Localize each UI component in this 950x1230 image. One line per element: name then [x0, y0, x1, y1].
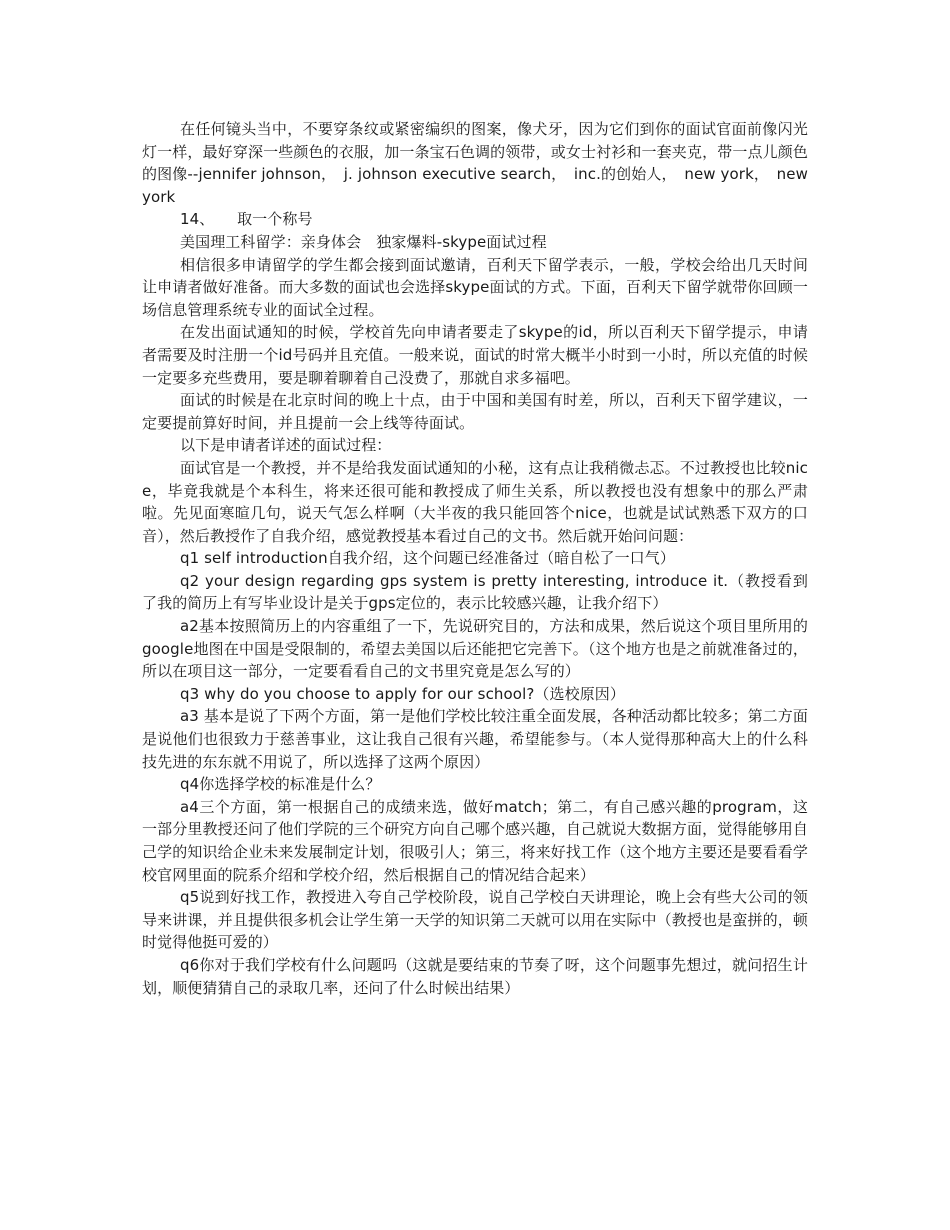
- paragraph-process-lead: 以下是申请者详述的面试过程：: [180, 436, 392, 455]
- answer-4: a4三个方面，第一根据自己的成绩来选，做好match；第二，有自己感兴趣的program，这一部分里教授还问了他们学院的三个研究方向自己哪个感兴趣，自己就说大数据方面，觉得能够用自己学的知识给企业未来发展制定计划，很吸引人；第三，将来好找工作（这个地方主要还是要看看学校官网里面的院系介绍和学校介绍，然后根据自己的情况结合起来）: [142, 797, 808, 884]
- question-2: q2 your design regarding gps system is pretty interesting, introduce it.（教授看到了我的简历上有写毕业设计是关于gps定位的，表示比较感兴趣，让我介绍下）: [142, 571, 808, 613]
- section-heading-14: 14、 取一个称号: [180, 210, 313, 229]
- document-body: [142, 118, 808, 999]
- paragraph-clothing-advice: 在任何镜头当中，不要穿条纹或紧密编织的图案，像犬牙，因为它们到你的面试官面前像闪光灯一样，最好穿深一些颜色的衣服，加一条宝石色调的领带，或女士衬衫和一套夹克，带一点儿颜色的图像--jennifer johnson， j. johnson executive search， inc.的创始人， new york， new york: [142, 120, 808, 206]
- question-5: q5说到好找工作，教授进入夸自己学校阶段，说自己学校白天讲理论，晚上会有些大公司的领导来讲课，并且提供很多机会让学生第一天学的知识第二天就可以用在实际中（教授也是蛮拼的，顿时觉得他挺可爱的）: [142, 888, 808, 952]
- article-title: 美国理工科留学：亲身体会 独家爆料-skype面试过程: [180, 232, 547, 251]
- paragraph-time-difference: 面试的时候是在北京时间的晚上十点，由于中国和美国有时差，所以，百利天下留学建议，一定要提前算好时间，并且提前一会上线等待面试。: [142, 391, 808, 432]
- question-1: q1 self introduction自我介绍，这个问题已经准备过（暗自松了一口气）: [180, 549, 675, 568]
- question-4: q4你选择学校的标准是什么？: [180, 775, 381, 794]
- answer-2: a2基本按照简历上的内容重组了一下，先说研究目的，方法和成果，然后说这个项目里所用的google地图在中国是受限制的，希望去美国以后还能把它完善下。（这个地方也是之前就准备过的，所以在项目这一部分，一定要看看自己的文书里究竟是怎么写的）: [142, 617, 808, 681]
- paragraph-interviewer: 面试官是一个教授，并不是给我发面试通知的小秘，这有点让我稍微忐忑。不过教授也比较nice，毕竟我就是个本科生，将来还很可能和教授成了师生关系，所以教授也没有想象中的那么严肃啦。先见面寒暄几句，说天气怎么样啊（大半夜的我只能回答个nice，也就是试试熟悉下双方的口音），然后教授作了自我介绍，感觉教授基本看过自己的文书。然后就开始问问题：: [142, 458, 808, 545]
- question-3: q3 why do you choose to apply for our school?（选校原因）: [180, 684, 626, 703]
- question-6: q6你对于我们学校有什么问题吗（这就是要结束的节奏了呀，这个问题事先想过，就问招生计划，顺便猜猜自己的录取几率，还问了什么时候出结果）: [142, 955, 808, 997]
- answer-3: a3 基本是说了下两个方面，第一是他们学校比较注重全面发展，各种活动都比较多；第二方面是说他们也很致力于慈善事业，这让我自己很有兴趣，希望能参与。（本人觉得那种高大上的什么科技先进的东东就不用说了，所以选择了这两个原因）: [142, 707, 808, 771]
- paragraph-skype-id: 在发出面试通知的时候，学校首先向申请者要走了skype的id，所以百利天下留学提示，申请者需要及时注册一个id号码并且充值。一般来说，面试的时常大概半小时到一小时，所以充值的时候一定要多充些费用，要是聊着聊着自己没费了，那就自求多福吧。: [142, 323, 808, 387]
- paragraph-intro: 相信很多申请留学的学生都会接到面试邀请，百利天下留学表示，一般，学校会给出几天时间让申请者做好准备。而大多数的面试也会选择skype面试的方式。下面，百利天下留学就带你回顾一场信息管理系统专业的面试全过程。: [142, 255, 808, 319]
